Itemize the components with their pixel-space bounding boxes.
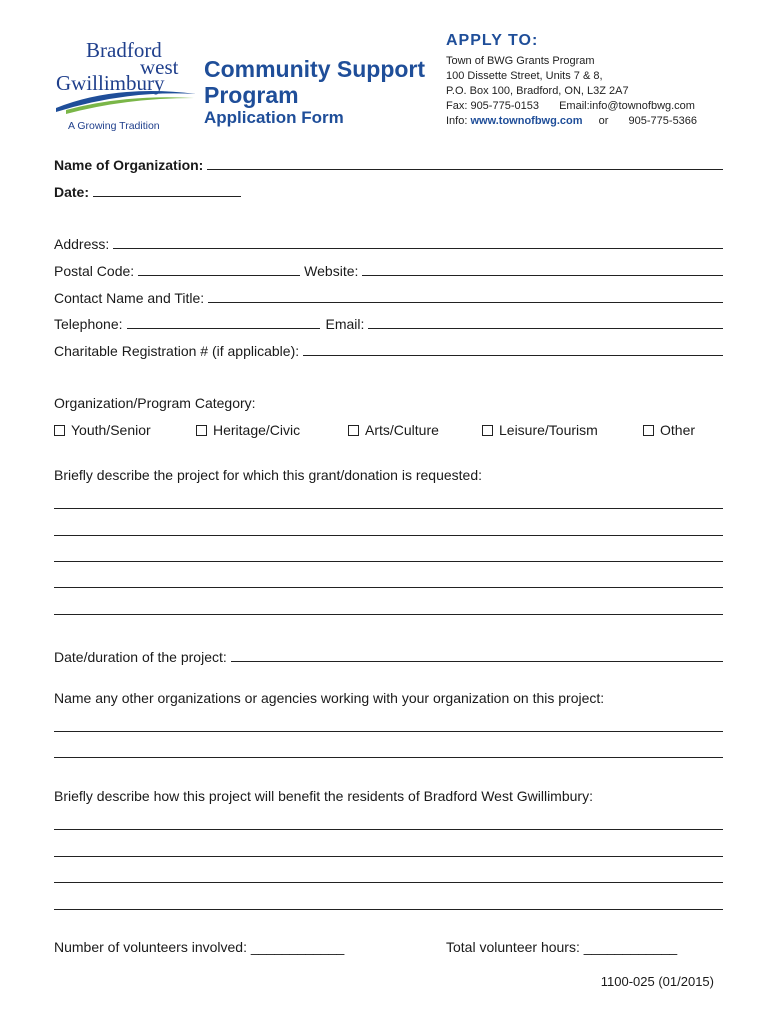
logo-line-bradford: Bradford [86, 38, 162, 62]
email-line[interactable] [368, 328, 723, 329]
org-name-line[interactable] [207, 169, 723, 170]
other-orgs-line[interactable] [54, 731, 723, 732]
hours-field[interactable]: Total volunteer hours: ____________ [446, 939, 678, 955]
apply-email: Email:info@townofbwg.com [559, 100, 695, 112]
category-option-leisure[interactable] [482, 422, 598, 438]
category-option-heritage[interactable] [196, 422, 300, 438]
benefit-line[interactable] [54, 909, 723, 910]
bwg-logo [56, 40, 196, 135]
apply-fax-email [446, 100, 695, 112]
other-orgs-question: Name any other organizations or agencies working with your organization on this project: [54, 690, 605, 706]
apply-line-2: 100 Dissette Street, Units 7 & 8, [446, 70, 603, 82]
date-field[interactable] [54, 180, 241, 200]
checkbox-icon[interactable] [348, 425, 359, 436]
form-number: 1100-025 (01/2015) [600, 974, 714, 989]
apply-website-link[interactable]: www.townofbwg.com [470, 115, 583, 127]
contact-field[interactable] [54, 286, 723, 306]
apply-line-3: P.O. Box 100, Bradford, ON, L3Z 2A7 [446, 85, 629, 97]
other-orgs-line[interactable] [54, 757, 723, 758]
category-label: Organization/Program Category: [54, 395, 256, 411]
category-option-label: Heritage/Civic [213, 422, 301, 438]
postal-website-row [54, 259, 723, 279]
website-line[interactable] [362, 275, 723, 276]
project-desc-line[interactable] [54, 561, 723, 562]
page-subtitle: Application Form [204, 108, 344, 127]
address-line[interactable] [113, 248, 723, 249]
category-option-label: Leisure/Tourism [499, 422, 598, 438]
duration-label: Date/duration of the project: [54, 649, 227, 665]
postal-line[interactable] [138, 275, 300, 276]
logo-line-gwillimbury: Gwillimbury [56, 71, 165, 95]
telephone-email-row [54, 312, 723, 332]
charitable-label: Charitable Registration # (if applicable): [54, 343, 300, 359]
apply-fax: Fax: 905-775-0153 [446, 100, 539, 112]
address-label: Address: [54, 236, 110, 252]
apply-or: or [598, 115, 609, 127]
checkbox-icon[interactable] [54, 425, 65, 436]
benefit-line[interactable] [54, 856, 723, 857]
address-field[interactable] [54, 232, 723, 252]
page-title [204, 56, 434, 108]
benefit-question: Briefly describe how this project will benefit the residents of Bradford West Gwillimbury: [54, 788, 593, 804]
contact-label: Contact Name and Title: [54, 290, 205, 306]
category-option-arts[interactable] [348, 422, 439, 438]
page-title-text: Community Support Program [204, 56, 426, 108]
category-option-youth[interactable] [54, 422, 151, 438]
website-label: Website: [304, 263, 359, 279]
logo-line-west: west [140, 55, 179, 79]
duration-field[interactable] [54, 645, 723, 665]
charitable-line[interactable] [303, 355, 723, 356]
category-option-label: Arts/Culture [365, 422, 439, 438]
checkbox-icon[interactable] [196, 425, 207, 436]
logo-swoosh-icon [56, 88, 196, 116]
volunteers-field[interactable]: Number of volunteers involved: ____________ [54, 939, 345, 955]
apply-line-1: Town of BWG Grants Program [446, 55, 595, 67]
project-desc-line[interactable] [54, 535, 723, 536]
benefit-line[interactable] [54, 829, 723, 830]
project-desc-line[interactable] [54, 587, 723, 588]
category-option-label: Youth/Senior [71, 422, 151, 438]
email-label: Email: [325, 316, 365, 332]
apply-info [446, 115, 697, 127]
date-line[interactable] [93, 196, 241, 197]
date-label: Date: [54, 184, 90, 200]
project-desc-question: Briefly describe the project for which this grant/donation is requested: [54, 467, 483, 483]
benefit-line[interactable] [54, 882, 723, 883]
checkbox-icon[interactable] [643, 425, 654, 436]
org-name-label: Name of Organization: [54, 157, 204, 173]
contact-line[interactable] [208, 302, 723, 303]
apply-heading: APPLY TO: [446, 32, 539, 49]
telephone-line[interactable] [127, 328, 320, 329]
apply-info-label: Info: [446, 115, 468, 127]
org-name-field[interactable] [54, 153, 723, 173]
telephone-label: Telephone: [54, 316, 123, 332]
category-option-other[interactable] [643, 422, 695, 438]
postal-label: Postal Code: [54, 263, 135, 279]
project-desc-line[interactable] [54, 614, 723, 615]
duration-line[interactable] [231, 661, 723, 662]
category-option-label: Other [660, 422, 696, 438]
checkbox-icon[interactable] [482, 425, 493, 436]
logo-tagline: A Growing Tradition [68, 120, 160, 132]
charitable-field[interactable] [54, 339, 723, 359]
project-desc-line[interactable] [54, 508, 723, 509]
apply-phone: 905-775-5366 [628, 115, 698, 127]
